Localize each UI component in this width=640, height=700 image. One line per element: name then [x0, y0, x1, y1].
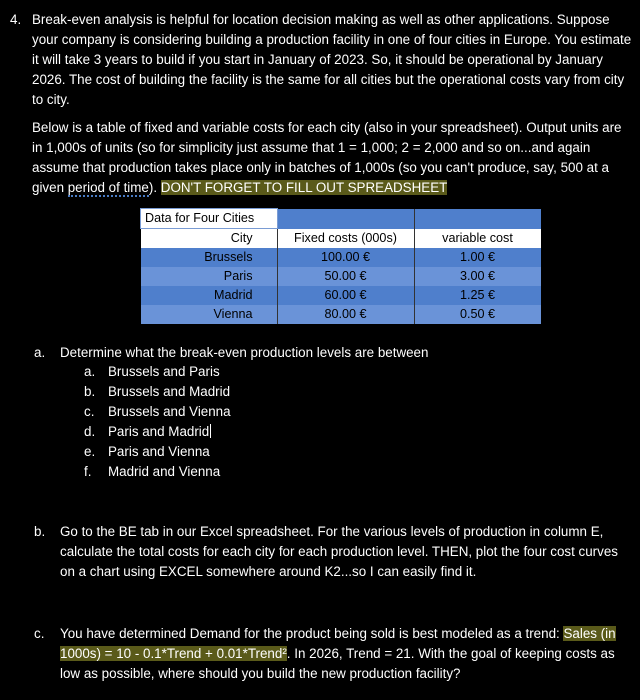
table-intro-end: ). — [148, 180, 161, 195]
question-intro: Break-even analysis is helpful for location decision making as well as other applications. Suppose your company is considering building a production facility in one of four cities in Europe. You estimate it will take 3 years to build if you start in January of 2023. So, it should be operational by January 2026. The cost of building the facility is the same for all cities but the operational costs vary from city to city. — [32, 12, 632, 107]
sub-d-letter: d. — [84, 424, 96, 439]
sub-b-text: Brussels and Madrid — [108, 384, 231, 399]
header-variable-cost: variable cost — [414, 229, 541, 249]
part-a-letter: a. — [34, 345, 46, 360]
table-row — [141, 305, 541, 324]
variable-cost: 3.00 € — [414, 267, 541, 286]
table-row — [141, 286, 541, 305]
sub-e-text: Paris and Vienna — [108, 444, 210, 459]
sales-formula: Sales (in 1000s) = 10 - 0.1*Trend + 0.01*Trend² — [60, 626, 616, 661]
fixed-cost: 60.00 € — [277, 286, 414, 305]
variable-cost: 1.25 € — [414, 286, 541, 305]
header-fixed-costs: Fixed costs (000s) — [277, 229, 414, 249]
fixed-cost: 50.00 € — [277, 267, 414, 286]
city-name: Vienna — [141, 305, 278, 324]
spreadsheet-reminder: DON'T FORGET TO FILL OUT SPREADSHEET — [160, 180, 448, 195]
part-b-text: Go to the BE tab in our Excel spreadsheet. For the various levels of production in column E, calculate the total costs for each city for each production level. THEN, plot the four cost curves on a chart using EXCEL somewhere around K2...so I can easily find it. — [60, 524, 618, 579]
part-c-body — [60, 624, 620, 684]
city-name: Madrid — [141, 286, 278, 305]
text-cursor — [210, 424, 211, 438]
sub-d-item — [108, 422, 211, 442]
city-name: Brussels — [141, 248, 278, 267]
table-intro-text: Below is a table of fixed and variable costs for each city (also in your spreadsheet). Output units are in 1,000s of units (so for simplicity just assume that 1 = 1,000; 2 = 2,000 and so on...and again assume that production takes place only in batches of 1,000s (so you can't produce, say, 500 at a given — [32, 120, 622, 195]
variable-cost: 1.00 € — [414, 248, 541, 267]
sub-c-letter: c. — [84, 404, 95, 419]
header-city: City — [141, 229, 278, 249]
sub-a-letter: a. — [84, 364, 96, 379]
table-row — [141, 267, 541, 286]
fixed-cost: 100.00 € — [277, 248, 414, 267]
part-c-text: You have determined Demand for the product being sold is best modeled as a trend: — [60, 626, 564, 641]
fixed-cost: 80.00 € — [277, 305, 414, 324]
sub-e-letter: e. — [84, 444, 96, 459]
part-c-text-end: . In 2026, Trend = 21. With the goal of keeping costs as low as possible, where should you build the new production facility? — [60, 646, 615, 681]
sub-f-text: Madrid and Vienna — [108, 464, 221, 479]
sub-d-text: Paris and Madrid — [108, 424, 210, 439]
sub-a-text: Brussels and Paris — [108, 364, 220, 379]
part-a-text: Determine what the break-even production levels are between — [60, 345, 429, 360]
table-row — [141, 248, 541, 267]
city-name: Paris — [141, 267, 278, 286]
table-caption: Data for Four Cities — [141, 209, 278, 229]
sub-f-letter: f. — [84, 464, 92, 479]
table-intro — [32, 118, 632, 198]
sub-c-text: Brussels and Vienna — [108, 404, 231, 419]
city-cost-table — [140, 208, 541, 324]
period-of-time-text: period of time — [67, 180, 149, 195]
question-number: 4. — [10, 12, 22, 27]
sub-b-letter: b. — [84, 384, 96, 399]
part-c-letter: c. — [34, 626, 45, 641]
variable-cost: 0.50 € — [414, 305, 541, 324]
part-b-letter: b. — [34, 524, 46, 539]
